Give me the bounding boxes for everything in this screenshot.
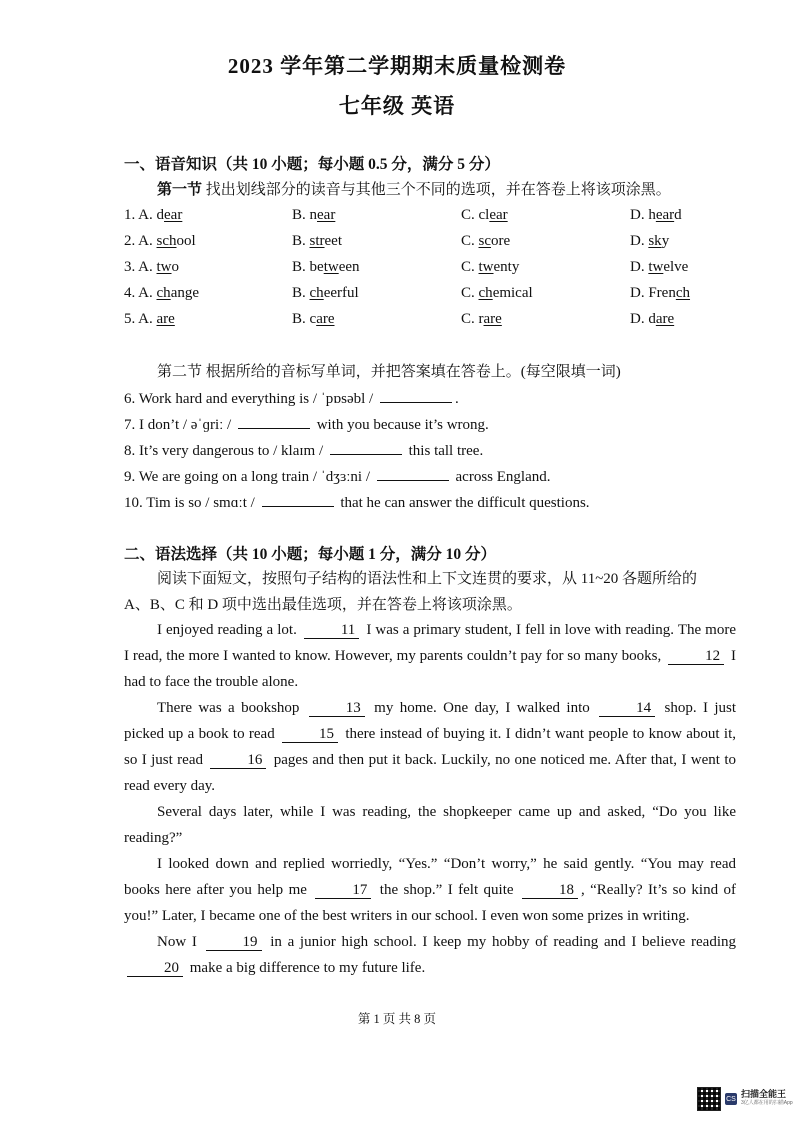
question-text: with you because it’s wrong. — [312, 417, 489, 433]
answer-blank — [330, 440, 402, 455]
option-label: 1. A. — [124, 207, 157, 223]
question-text: 7. I don’t / əˈɡriː / — [124, 417, 235, 433]
question-7 — [124, 414, 489, 434]
option-2-a — [124, 233, 196, 250]
question-text: this tall tree. — [404, 443, 484, 459]
option-label: D. — [630, 207, 649, 223]
word-part: cl — [478, 207, 490, 223]
option-label: C. — [461, 207, 479, 223]
passage-paragraph-4 — [124, 851, 736, 929]
underlined-part: ear — [655, 207, 675, 223]
question-6 — [124, 388, 459, 408]
underlined-part: sc — [478, 233, 492, 249]
underlined-part: are — [483, 311, 502, 327]
page-footer: 第 1 页 共 8 页 — [357, 1012, 437, 1026]
option-label: D. — [630, 259, 649, 275]
word-part: emical — [492, 285, 533, 301]
passage-paragraph-2 — [124, 695, 736, 799]
part1-section1-instruction — [157, 178, 671, 199]
word-part: y — [661, 233, 670, 249]
question-text: 6. Work hard and everything is / ˈpɒsəbl / — [124, 391, 377, 407]
passage-text: I was a primary student, I fell in love with reading. The more I read, the more I wanted to know. However, my parents couldn’t pay for so many books, — [124, 622, 736, 664]
option-label: C. — [461, 259, 479, 275]
option-label: C. — [461, 233, 479, 249]
option-1-c — [461, 207, 508, 224]
option-3-c — [461, 259, 519, 276]
option-5-d — [630, 311, 674, 328]
part2-heading: 二、语法选择（共 10 小题；每小题 1 分，满分 10 分） — [124, 546, 497, 563]
passage-text: my home. One day, I walked into — [367, 700, 597, 716]
blank-16: 16 — [210, 752, 266, 769]
word-part: c — [309, 311, 317, 327]
answer-blank — [380, 388, 452, 403]
blank-20: 20 — [127, 960, 183, 977]
blank-19: 19 — [206, 934, 262, 951]
part2-instruction-1: 阅读下面短文，按照句子结构的语法性和上下文连贯的要求，从 11~20 各题所给的 — [157, 571, 698, 587]
blank-18: 18 — [522, 882, 578, 899]
passage-text: pages and then put it back. Luckily, no one noticed me. After that, I went to read every day. — [124, 752, 736, 794]
answer-blank — [377, 466, 449, 481]
option-label: D. — [630, 311, 649, 327]
option-label: 5. A. — [124, 311, 157, 327]
option-label: 4. A. — [124, 285, 157, 301]
word-part: enty — [493, 259, 520, 275]
passage-text: Now I — [157, 934, 203, 950]
word-part: d — [674, 207, 682, 223]
camscanner-logo-icon: CS — [725, 1093, 737, 1105]
underlined-part: ch — [675, 285, 691, 301]
exam-title: 2023 学年第二学期期末质量检测卷 — [227, 54, 567, 78]
underlined-part: str — [309, 233, 325, 249]
exam-subtitle: 七年级 英语 — [338, 94, 456, 118]
qr-code-icon — [697, 1087, 721, 1111]
option-3-d — [630, 259, 688, 276]
option-4-d — [630, 285, 690, 302]
blank-12: 12 — [668, 648, 724, 665]
underlined-part: tw — [156, 259, 172, 275]
passage-text: make a big difference to my future life. — [186, 960, 426, 976]
option-3-b — [292, 259, 360, 276]
word-part: ange — [170, 285, 200, 301]
passage-text: There was a bookshop — [157, 700, 306, 716]
option-label: 3. A. — [124, 259, 157, 275]
question-9 — [124, 466, 551, 486]
option-1-b — [292, 207, 335, 224]
underlined-part: sch — [156, 233, 177, 249]
passage-paragraph-5 — [124, 929, 736, 981]
option-5-b — [292, 311, 335, 328]
word-part: r — [478, 311, 484, 327]
question-text: across England. — [451, 469, 551, 485]
option-label: C. — [461, 311, 479, 327]
word-part: elve — [663, 259, 689, 275]
passage-text: I looked down and replied worriedly, “Yes.” “Don’t worry,” he said gently. “You may read books here after you help me — [124, 856, 736, 898]
option-2-c — [461, 233, 510, 250]
word-part: d — [156, 207, 165, 223]
option-5-a — [124, 311, 175, 328]
underlined-part: ear — [164, 207, 183, 223]
word-part: o — [171, 259, 180, 275]
blank-13: 13 — [309, 700, 365, 717]
part1-section2-heading: 第二节 根据所给的音标写单词，并把答案填在答卷上。(每空限填一词) — [157, 364, 621, 380]
word-part: eet — [324, 233, 342, 249]
passage-text: , “Really? It’s so kind of you!” Later, I became one of the best writers in our school. I even won some prizes in writing. — [124, 882, 736, 924]
question-text: . — [454, 391, 459, 407]
blank-14: 14 — [599, 700, 655, 717]
question-8 — [124, 440, 483, 460]
question-text: 9. We are going on a long train / ˈdʒɜːni / — [124, 469, 374, 485]
blank-11: 11 — [304, 622, 359, 639]
answer-blank — [238, 414, 310, 429]
underlined-part: are — [655, 311, 675, 327]
scanner-tagline: 3亿人都在用的扫描App — [741, 1100, 793, 1106]
word-part: be — [309, 259, 324, 275]
word-part: eerful — [323, 285, 359, 301]
blank-15: 15 — [282, 726, 338, 743]
answer-blank — [262, 492, 334, 507]
section-label: 第一节 — [157, 182, 203, 198]
option-1-a — [124, 207, 182, 224]
underlined-part: are — [156, 311, 175, 327]
underlined-part: ch — [309, 285, 324, 301]
underlined-part: tw — [323, 259, 339, 275]
question-text: 8. It’s very dangerous to / klaɪm / — [124, 443, 327, 459]
option-label: B. — [292, 311, 310, 327]
option-2-d — [630, 233, 669, 250]
passage-text: in a junior high school. I keep my hobby of reading and I believe reading — [264, 934, 736, 950]
option-label: D. — [630, 233, 649, 249]
option-5-c — [461, 311, 502, 328]
passage-paragraph-1 — [124, 617, 736, 695]
underlined-part: sk — [648, 233, 662, 249]
part2-instruction-2: A、B、C 和 D 项中选出最佳选项，并在答卷上将该项涂黑。 — [124, 597, 522, 613]
scanner-watermark — [697, 1087, 793, 1111]
underlined-part: ear — [317, 207, 336, 223]
word-part: n — [309, 207, 318, 223]
section-instruction: 找出划线部分的读音与其他三个不同的选项，并在答卷上将该项涂黑。 — [202, 182, 671, 198]
option-label: 2. A. — [124, 233, 157, 249]
option-4-c — [461, 285, 533, 302]
word-part: ool — [176, 233, 196, 249]
passage-text: shop. I just picked up a book to read — [124, 700, 736, 742]
option-label: D. — [630, 285, 649, 301]
option-label: B. — [292, 259, 310, 275]
underlined-part: ch — [156, 285, 171, 301]
underlined-part: tw — [478, 259, 494, 275]
question-10 — [124, 492, 590, 512]
word-part: d — [648, 311, 656, 327]
passage-paragraph-3: Several days later, while I was reading, the shopkeeper came up and asked, “Do you like reading?” — [124, 804, 736, 846]
option-4-b — [292, 285, 359, 302]
scanner-name: 扫描全能王 — [741, 1089, 787, 1099]
passage-text: I had to face the trouble alone. — [124, 648, 736, 690]
underlined-part: ch — [478, 285, 493, 301]
option-label: B. — [292, 233, 310, 249]
option-4-a — [124, 285, 199, 302]
passage-text: there instead of buying it. I didn’t want people to know about it, so I just read — [124, 726, 736, 768]
part1-heading: 一、语音知识（共 10 小题；每小题 0.5 分，满分 5 分） — [124, 156, 500, 173]
blank-17: 17 — [315, 882, 371, 899]
word-part: een — [338, 259, 360, 275]
passage-text: I enjoyed reading a lot. — [157, 622, 301, 638]
word-part: ore — [491, 233, 511, 249]
word-part: h — [648, 207, 656, 223]
option-label: C. — [461, 285, 479, 301]
option-label: B. — [292, 285, 310, 301]
option-2-b — [292, 233, 342, 250]
option-3-a — [124, 259, 179, 276]
word-part: Fren — [648, 285, 676, 301]
underlined-part: tw — [648, 259, 664, 275]
option-label: B. — [292, 207, 310, 223]
underlined-part: ear — [489, 207, 508, 223]
passage-text: the shop.” I felt quite — [374, 882, 519, 898]
question-text: 10. Tim is so / smɑːt / — [124, 495, 259, 511]
question-text: that he can answer the difficult questions. — [336, 495, 590, 511]
option-1-d — [630, 207, 682, 224]
underlined-part: are — [316, 311, 335, 327]
